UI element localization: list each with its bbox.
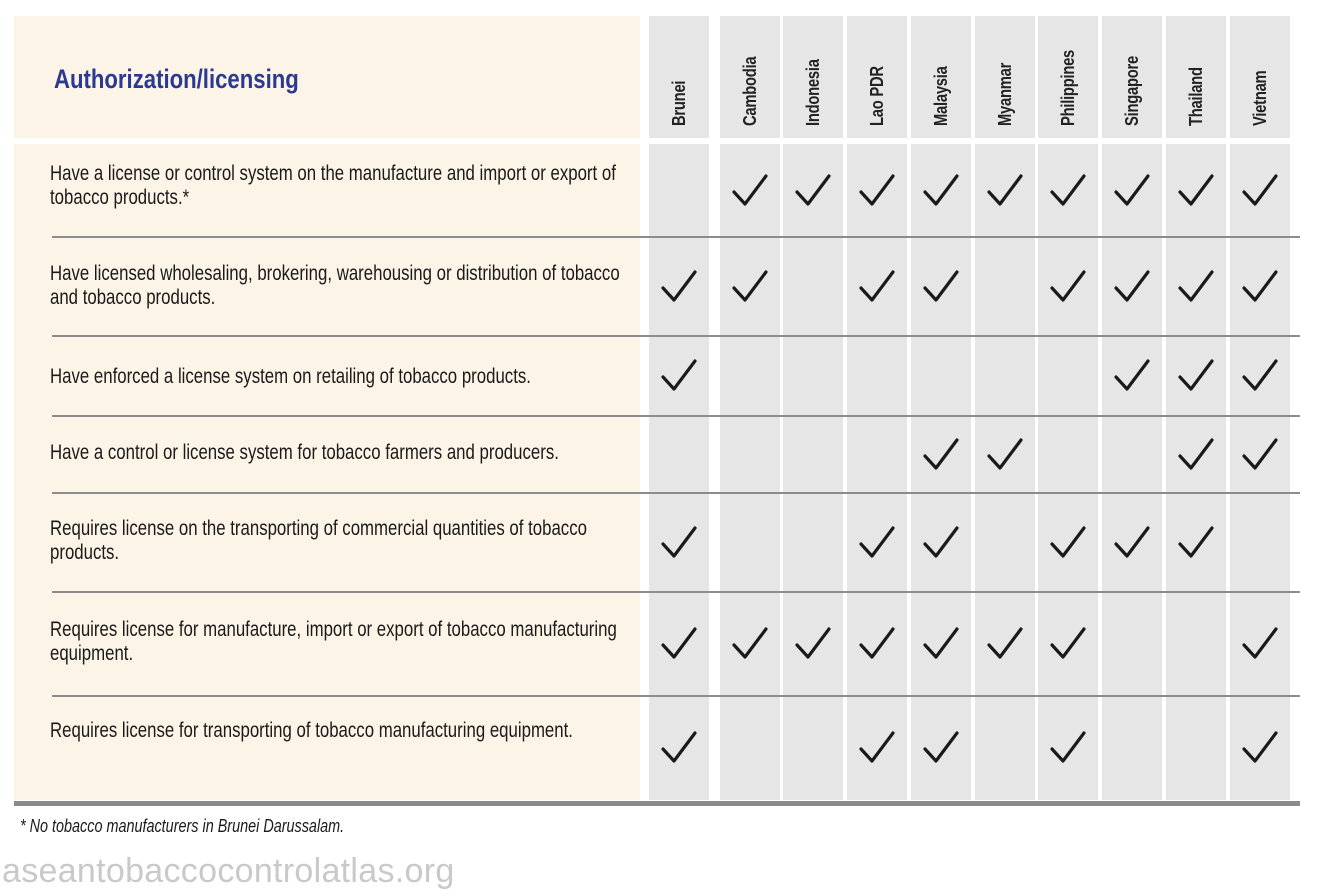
row-divider <box>52 415 1300 417</box>
country-name: Malaysia <box>931 66 951 126</box>
country-header-singapore <box>1122 41 1142 126</box>
checkmark-icon <box>1112 523 1152 563</box>
country-column-background <box>975 16 1035 800</box>
country-name: Indonesia <box>803 59 823 126</box>
country-header-lao-pdr <box>867 53 887 126</box>
row-divider <box>52 591 1300 593</box>
checkmark-icon <box>985 171 1025 211</box>
checkmark-icon <box>1176 171 1216 211</box>
row-label: Have enforced a license system on retailing of tobacco products. <box>50 365 531 388</box>
row-label: Requires license on the transporting of commercial quantities of tobacco products. <box>50 517 587 564</box>
country-header-vietnam <box>1250 58 1270 126</box>
country-column-background <box>783 16 843 800</box>
bottom-rule <box>14 801 1300 806</box>
checkmark-icon <box>857 267 897 307</box>
checkmark-icon <box>1048 267 1088 307</box>
checkmark-icon <box>1240 624 1280 664</box>
country-column-background <box>1102 16 1162 800</box>
checkmark-icon <box>730 624 770 664</box>
checkmark-icon <box>985 624 1025 664</box>
row-label: Have a control or license system for tobacco farmers and producers. <box>50 441 559 464</box>
country-name: Thailand <box>1186 67 1206 126</box>
checkmark-icon <box>921 728 961 768</box>
checkmark-icon <box>1048 728 1088 768</box>
checkmark-icon <box>1240 728 1280 768</box>
row-label: Have licensed wholesaling, brokering, warehousing or distribution of tobacco and tobacco products. <box>50 262 620 309</box>
country-name: Singapore <box>1122 56 1142 126</box>
checkmark-icon <box>921 171 961 211</box>
checkmark-icon <box>1240 267 1280 307</box>
label-column-background <box>14 16 640 800</box>
checkmark-icon <box>921 624 961 664</box>
checkmark-icon <box>1048 171 1088 211</box>
row-divider <box>52 236 1300 238</box>
footnote: * No tobacco manufacturers in Brunei Darussalam. <box>20 816 345 836</box>
checkmark-icon <box>1240 171 1280 211</box>
checkmark-icon <box>659 523 699 563</box>
checkmark-icon <box>1048 523 1088 563</box>
checkmark-icon <box>659 267 699 307</box>
checkmark-icon <box>1112 267 1152 307</box>
country-name: Lao PDR <box>867 66 887 126</box>
row-label: Have a license or control system on the manufacture and import or export of tobacco products.* <box>50 162 616 209</box>
country-column-background <box>649 16 709 800</box>
country-name: Brunei <box>669 80 689 126</box>
checkmark-icon <box>1176 523 1216 563</box>
checkmark-icon <box>857 171 897 211</box>
country-name: Cambodia <box>740 56 760 126</box>
country-column-background <box>1230 16 1290 800</box>
country-column-background <box>911 16 971 800</box>
checkmark-icon <box>857 523 897 563</box>
country-header-cambodia <box>740 41 760 126</box>
checkmark-icon <box>921 267 961 307</box>
checkmark-icon <box>1176 435 1216 475</box>
country-header-myanmar <box>995 49 1015 126</box>
watermark: aseantobaccocontrolatlas.org <box>2 852 455 890</box>
checkmark-icon <box>1176 267 1216 307</box>
country-header-indonesia <box>803 45 823 126</box>
country-header-philippines <box>1058 33 1078 126</box>
country-name: Philippines <box>1058 49 1078 126</box>
checkmark-icon <box>985 435 1025 475</box>
checkmark-icon <box>659 356 699 396</box>
checkmark-icon <box>921 435 961 475</box>
checkmark-icon <box>793 624 833 664</box>
checkmark-icon <box>659 728 699 768</box>
country-header-malaysia <box>931 53 951 126</box>
checkmark-icon <box>857 624 897 664</box>
checkmark-icon <box>1176 356 1216 396</box>
checkmark-icon <box>730 171 770 211</box>
checkmark-icon <box>921 523 961 563</box>
checkmark-icon <box>793 171 833 211</box>
row-divider <box>52 695 1300 697</box>
row-divider <box>52 335 1300 337</box>
checkmark-icon <box>1112 171 1152 211</box>
section-title: Authorization/licensing <box>54 64 299 94</box>
country-column-background <box>1166 16 1226 800</box>
row-label: Requires license for manufacture, import or export of tobacco manufacturing equipment. <box>50 618 617 665</box>
checkmark-icon <box>730 267 770 307</box>
checkmark-icon <box>1240 435 1280 475</box>
country-column-background <box>847 16 907 800</box>
checkmark-icon <box>1048 624 1088 664</box>
checkmark-icon <box>1112 356 1152 396</box>
row-label: Requires license for transporting of tobacco manufacturing equipment. <box>50 719 573 742</box>
country-column-background <box>720 16 780 800</box>
country-name: Myanmar <box>995 62 1015 126</box>
country-header-brunei <box>669 71 689 126</box>
country-header-thailand <box>1186 54 1206 126</box>
checkmark-icon <box>857 728 897 768</box>
country-column-background <box>1038 16 1098 800</box>
checkmark-icon <box>659 624 699 664</box>
header-separator <box>14 138 1300 144</box>
checkmark-icon <box>1240 356 1280 396</box>
country-name: Vietnam <box>1250 70 1270 126</box>
row-divider <box>52 492 1300 494</box>
